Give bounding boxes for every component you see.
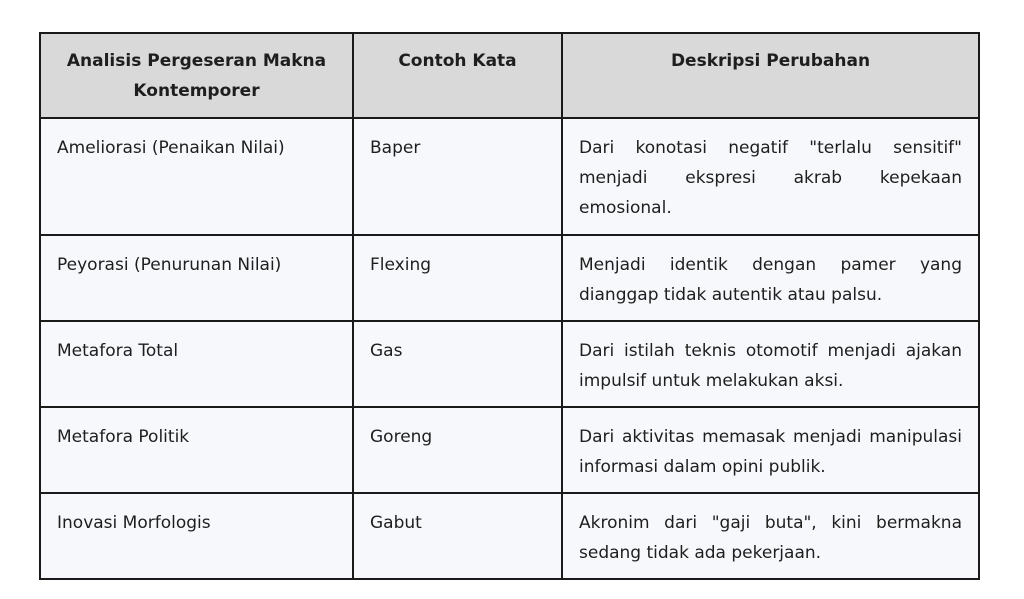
- cell-description: Akronim dari "gaji buta", kini bermakna sedang tidak ada pekerjaan.: [562, 493, 979, 579]
- header-example-word: Contoh Kata: [353, 33, 562, 118]
- table-row: [40, 118, 979, 235]
- semantic-shift-table: [39, 32, 980, 580]
- table-row: [40, 493, 979, 579]
- cell-word: Gabut: [353, 493, 562, 579]
- cell-analysis: Metafora Politik: [40, 407, 353, 493]
- cell-analysis: Peyorasi (Penurunan Nilai): [40, 235, 353, 321]
- cell-description: Dari istilah teknis otomotif menjadi ajakan impulsif untuk melakukan aksi.: [562, 321, 979, 407]
- header-analysis: Analisis Pergeseran Makna Kontemporer: [40, 33, 353, 118]
- cell-description: Menjadi identik dengan pamer yang dianggap tidak autentik atau palsu.: [562, 235, 979, 321]
- table-header: [40, 33, 979, 118]
- cell-analysis: Metafora Total: [40, 321, 353, 407]
- table-row: [40, 321, 979, 407]
- table-row: [40, 407, 979, 493]
- header-description: Deskripsi Perubahan: [562, 33, 979, 118]
- cell-analysis: Ameliorasi (Penaikan Nilai): [40, 118, 353, 235]
- table-row: [40, 235, 979, 321]
- cell-word: Gas: [353, 321, 562, 407]
- cell-description: Dari aktivitas memasak menjadi manipulasi informasi dalam opini publik.: [562, 407, 979, 493]
- header-row: [40, 33, 979, 118]
- cell-word: Baper: [353, 118, 562, 235]
- table-body: [40, 118, 979, 579]
- cell-word: Goreng: [353, 407, 562, 493]
- cell-description: Dari konotasi negatif "terlalu sensitif" menjadi ekspresi akrab kepekaan emosional.: [562, 118, 979, 235]
- cell-word: Flexing: [353, 235, 562, 321]
- cell-analysis: Inovasi Morfologis: [40, 493, 353, 579]
